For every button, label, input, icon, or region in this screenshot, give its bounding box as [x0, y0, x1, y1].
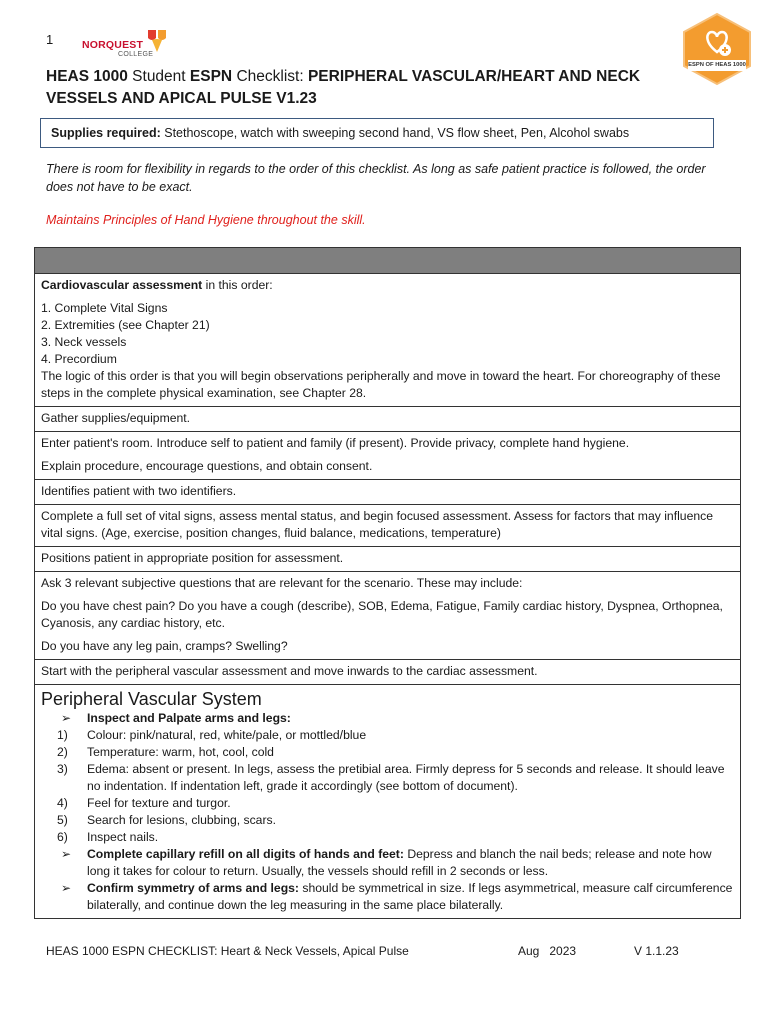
badge-text: ESPN OF HEAS 1000: [688, 62, 746, 68]
supplies-label: Supplies required:: [51, 126, 161, 140]
footer-version: V 1.1.23: [634, 944, 679, 958]
arrow-bullet-icon: ➢: [61, 847, 72, 861]
page-number: 1: [46, 32, 54, 47]
espn-badge: [680, 12, 754, 86]
footer-title: HEAS 1000 ESPN CHECKLIST: Heart & Neck Vessels, Apical Pulse: [46, 944, 409, 958]
supplies-text: Stethoscope, watch with sweeping second hand, VS flow sheet, Pen, Alcohol swabs: [164, 126, 630, 140]
table-row: Complete a full set of vital signs, assess mental status, and begin focused assessment. Assess for factors that may influence vital signs. (Age, exercise, position changes, fluid balance, medications, temperature): [35, 505, 740, 547]
table-row: Positions patient in appropriate position for assessment.: [35, 547, 740, 572]
table-row: Identifies patient with two identifiers.: [35, 480, 740, 505]
table-row: Ask 3 relevant subjective questions that are relevant for the scenario. These may include: Do you have chest pain? Do you have a cough (describe), SOB, Edema, Fatigue, Family cardiac history, Dyspnea, Orthopnea, Cyanosis, any cardiac history, etc. Do you have any leg pain, cramps? Swelling?: [35, 572, 740, 660]
badge-shape-icon: [680, 12, 754, 86]
table-row: Gather supplies/equipment.: [35, 407, 740, 432]
norquest-logo: [82, 28, 172, 68]
page-title: HEAS 1000 Student ESPN Checklist: PERIPHERAL VASCULAR/HEART AND NECK VESSELS AND APICAL PULSE V1.23: [46, 68, 641, 107]
table-header: [35, 248, 740, 274]
arrow-bullet-icon: ➢: [61, 711, 72, 725]
logo-name: NORQUEST: [82, 39, 144, 51]
supplies-box: [40, 118, 714, 148]
flexibility-note: There is room for flexibility in regards to the order of this checklist. As long as safe patient practice is followed, the order does not have to be exact.: [46, 162, 706, 194]
peripheral-vascular-row: Peripheral Vascular System ➢ Inspect and Palpate arms and legs: 1) Colour: pink/natural, red, white/pale, or mottled/blue 2) Temperature: warm, hot, cool, cold 3) Edema: absent or present. In legs, assess the pretibial area. Firmly depress for 5 seconds and release. It should leave no indentation. If indentation left, grade it accordingly (see bottom of document). 4) Feel for texture and turgor. 5) Search for lesions, clubbing, scars. 6) Inspect nails. ➢ Complete capillary refill on all digits of hands and feet: Depress and blanch the nail beds; release and note how long it takes for colour to return. Usually, the vessels should refill in 2 seconds or less. ➢ Confirm symmetry of arms and legs: should be symmetrical in size. If legs asymmetrical, measure calf circumference bilaterally, and continue down the leg measuring in the same place bilaterally.: [41, 689, 733, 912]
section-title: Peripheral Vascular System: [41, 689, 262, 709]
arrow-bullet-icon: ➢: [61, 881, 72, 895]
checklist-table: [34, 247, 741, 919]
table-row: Enter patient's room. Introduce self to patient and family (if present). Provide privacy, complete hand hygiene. Explain procedure, encourage questions, and obtain consent.: [35, 432, 740, 480]
footer-date: Aug 2023: [518, 944, 577, 958]
logo-sub: COLLEGE: [118, 51, 154, 58]
table-row: Cardiovascular assessment in this order: 1. Complete Vital Signs 2. Extremities (see Chapter 21) 3. Neck vessels 4. Precordium The logic of this order is that you will begin observations peripherally and move in toward the heart. For choreography of these steps in the complete physical examination, see Chapter 28.: [35, 274, 740, 407]
table-row: Start with the peripheral vascular assessment and move inwards to the cardiac assessment.: [35, 660, 740, 685]
hand-hygiene-note: Maintains Principles of Hand Hygiene throughout the skill.: [46, 213, 366, 227]
